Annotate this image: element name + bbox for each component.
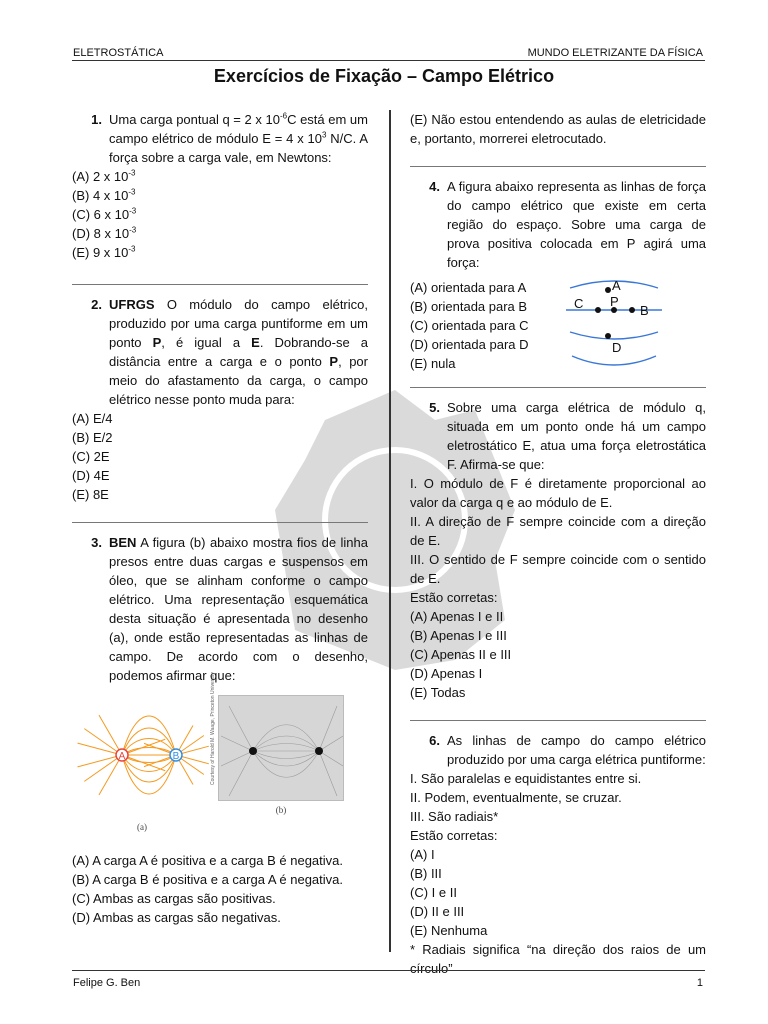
- charge-a-label: A: [118, 751, 126, 762]
- question-5: [410, 398, 706, 702]
- option-a: (A) 2 x $10^{-3}$: [72, 168, 136, 184]
- page-title: Exercícios de Fixação – Campo Elétrico: [213, 66, 555, 86]
- statement-1: I. São paralelas e equidistantes entre si.: [410, 771, 642, 786]
- question-number: 2.: [91, 297, 102, 312]
- left-column: [72, 110, 368, 927]
- question-text: UFRGS O módulo do campo elétrico, produzido por uma carga puntiforme em um ponto P, é igual a E. Dobrando-se a distância entre a carga e o ponto P, por meio do afastamento da carga, o campo elétrico nesse ponto muda para:: [109, 297, 368, 407]
- option-c: (C) I e II: [410, 885, 457, 900]
- separator: [410, 720, 706, 721]
- option-e: (E) 9 x $10^{-3}$: [72, 244, 136, 260]
- page-number: 1: [696, 977, 703, 989]
- separator: [410, 166, 706, 167]
- question-text: A figura abaixo representa as linhas de força do campo elétrico que existe em certa região do espaço. Sobre uma carga de prova positiva colocada em P agirá uma força:: [447, 179, 706, 270]
- header-rule: [72, 60, 705, 61]
- option-d: (D) 4E: [72, 468, 110, 483]
- statement-3: III. São radiais*: [410, 809, 499, 824]
- question-text: BEN A figura (b) abaixo mostra fios de linha presos entre duas cargas e suspensos em óleo, que se alinham conforme o campo elétrico. Uma representação esquemática desta situação é apresentada no desenho (a), onde estão representadas as linhas de campo. De acordo com o desenho, podemos afirmar que:: [109, 535, 368, 683]
- question-number: 1.: [91, 112, 102, 127]
- question-number: 6.: [429, 733, 440, 748]
- field-region-diagram: [564, 278, 664, 375]
- option-a: (A) A carga A é positiva e a carga B é negativa.: [72, 853, 344, 868]
- option-d: (D) 8 x $10^{-3}$: [72, 225, 137, 241]
- question-number: 3.: [91, 535, 102, 550]
- label-b: B: [640, 303, 649, 318]
- label-c: C: [574, 296, 584, 311]
- label-a: A: [612, 278, 621, 293]
- question-text: As linhas de campo do campo elétrico produzido por uma carga elétrica puntiforme:: [447, 733, 706, 767]
- figure-b-caption: (b): [275, 805, 287, 815]
- question-3: [72, 533, 368, 927]
- option-d: (D) II e III: [410, 904, 465, 919]
- header-left: ELETROSTÁTICA: [73, 47, 164, 59]
- figure-a-caption: (a): [137, 822, 147, 832]
- option-c: (C) 6 x $10^{-3}$: [72, 206, 137, 222]
- option-a: (A) Apenas I e II: [410, 609, 504, 624]
- option-b: (B) A carga B é positiva e a carga A é negativa.: [72, 872, 344, 887]
- field-lines-svg: [72, 695, 212, 813]
- right-column: [410, 110, 706, 978]
- question-text: Sobre uma carga elétrica de módulo q, situada em um ponto onde há um campo eletrostático E, atua uma força eletrostática F. Afirma-se que:: [447, 400, 706, 472]
- option-a: (A) E/4: [72, 411, 113, 426]
- option-b: (B) III: [410, 866, 442, 881]
- option-e: (E) Nenhuma: [410, 923, 488, 938]
- oil-threads-photo: [210, 672, 344, 817]
- option-b: (B) E/2: [72, 430, 113, 445]
- prompt: Estão corretas:: [410, 828, 498, 843]
- separator: [72, 284, 368, 285]
- option-d: (D) Apenas I: [410, 666, 483, 681]
- option-c: (C) Ambas as cargas são positivas.: [72, 891, 276, 906]
- option-b: (B) Apenas I e III: [410, 628, 507, 643]
- option-e: (E) nula: [410, 356, 456, 371]
- photo-credit: Courtesy of Harold M. Waage, Princeton University: [210, 672, 216, 785]
- question-1: [72, 110, 368, 262]
- option-a: (A) I: [410, 847, 435, 862]
- statement-2: II. Podem, eventualmente, se cruzar.: [410, 790, 622, 805]
- option-e: (E) Todas: [410, 685, 466, 700]
- question-4-options: [410, 278, 560, 375]
- statement-2: II. A direção de F sempre coincide com a direção de E.: [410, 514, 706, 548]
- option-c: (C) 2E: [72, 449, 110, 464]
- question-number: 5.: [429, 400, 440, 415]
- option-c: (C) orientada para C: [410, 318, 529, 333]
- footer-author: Felipe G. Ben: [73, 977, 141, 989]
- field-lines-diagram: [72, 695, 212, 837]
- option-b: (B) 4 x $10^{-3}$: [72, 187, 136, 203]
- question-2: [72, 295, 368, 504]
- question-3-option-e: (E) Não estou entendendo as aulas de eletricidade e, portanto, morrerei eletrocutado.: [410, 112, 706, 146]
- statement-3: III. O sentido de F sempre coincide com o sentido de E.: [410, 552, 706, 586]
- photo-frame: [218, 695, 344, 801]
- statement-1: I. O módulo de F é diretamente proporcional ao valor da carga q e ao módulo de E.: [410, 476, 706, 510]
- option-d: (D) orientada para D: [410, 337, 529, 352]
- option-b: (B) orientada para B: [410, 299, 528, 314]
- question-number: 4.: [429, 179, 440, 194]
- footnote: * Radiais significa “na direção dos raios de um círculo”: [410, 942, 706, 976]
- question-6: [410, 731, 706, 978]
- charge-b-label: B: [172, 751, 180, 762]
- option-a: (A) orientada para A: [410, 280, 527, 295]
- separator: [410, 387, 706, 388]
- column-divider: [389, 110, 391, 952]
- option-d: (D) Ambas as cargas são negativas.: [72, 910, 281, 925]
- prompt: Estão corretas:: [410, 590, 498, 605]
- question-3-figures: [72, 672, 368, 837]
- option-e: (E) 8E: [72, 487, 109, 502]
- question-4: [410, 177, 706, 375]
- label-p: P: [610, 294, 619, 309]
- option-c: (C) Apenas II e III: [410, 647, 512, 662]
- separator: [72, 522, 368, 523]
- label-d: D: [612, 340, 622, 355]
- question-4-body: [410, 278, 706, 375]
- question-text: Uma carga pontual q = 2 x $10^{-6}C$ está em um campo elétrico de módulo E = 4 x $10^3$ N/C. A força sobre a carga vale, em Newtons:: [109, 111, 368, 165]
- header-right: MUNDO ELETRIZANTE DA FÍSICA: [527, 47, 703, 59]
- footer-rule: [72, 970, 705, 971]
